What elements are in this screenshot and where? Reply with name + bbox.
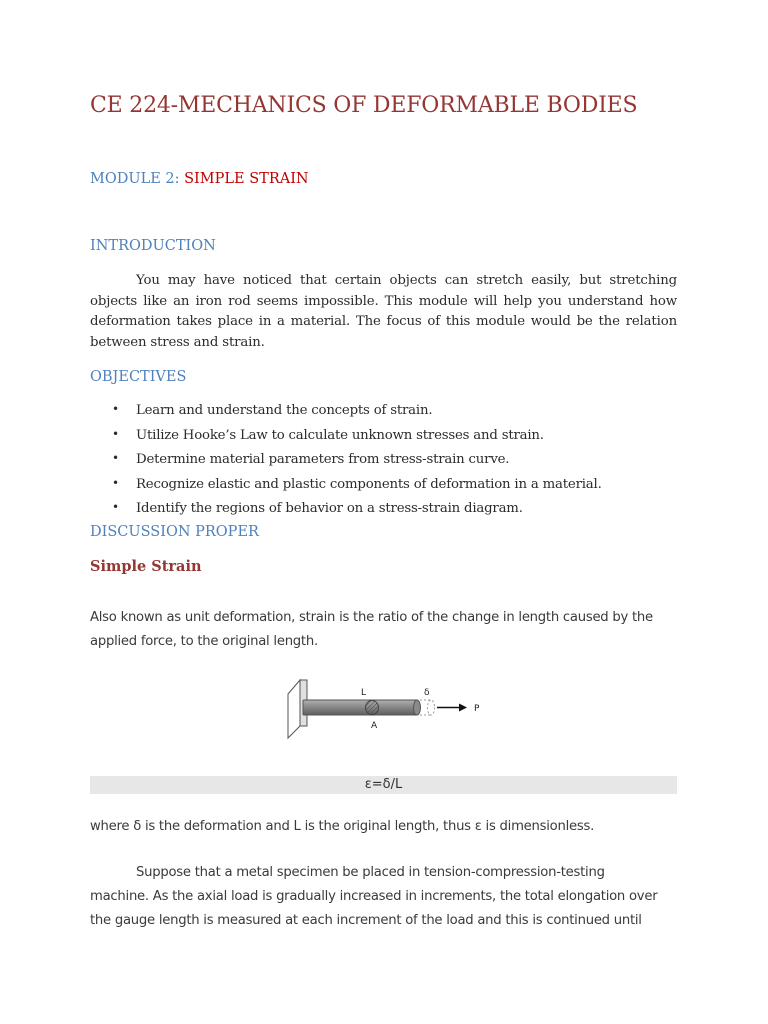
label-delta: δ [424,688,430,698]
objective-item [112,450,602,475]
elongation-delta [420,700,435,715]
paragraph-line: Suppose that a metal specimen be placed in tension-compression-testing [136,865,605,880]
introduction-heading: INTRODUCTION [90,238,216,254]
load-arrow [437,704,467,712]
rod-end [414,700,421,715]
label-area: A [371,721,378,731]
simple-strain-subheading: Simple Strain [90,558,202,575]
cross-section-area [366,701,379,715]
bullet-icon: • [112,451,119,466]
discussion-heading: DISCUSSION PROPER [90,524,259,540]
equation-explanation: where δ is the deformation and L is the original length, thus ε is dimensionless. [90,819,595,834]
label-length: L [361,688,367,698]
bullet-icon: • [112,426,119,441]
objectives-heading: OBJECTIVES [90,369,187,385]
paragraph-line: machine. As the axial load is gradually increased in increments, the total elongation over [90,889,658,904]
definition-line: applied force, to the original length. [90,634,318,649]
objective-item [112,499,602,524]
objective-text: Determine material parameters from stress-strain curve. [136,452,510,468]
strain-definition [90,606,690,654]
module-name: SIMPLE STRAIN [184,171,309,187]
objective-text: Learn and understand the concepts of strain. [136,403,433,418]
tension-test-paragraph [90,861,690,933]
strain-equation: ε=δ/L [90,776,677,794]
objective-text: Identify the regions of behavior on a stress-strain diagram. [136,501,523,517]
definition-line: Also known as unit deformation, strain is the ratio of the change in length caused by the [90,610,653,625]
rod [303,700,417,715]
objective-item [112,426,602,451]
objective-item [112,401,602,426]
module-heading [90,171,309,187]
introduction-paragraph: You may have noticed that certain objects can stretch easily, but stretching objects like an iron rod seems impossible. This module will help you understand how deformation takes place in a material. The focus of this module would be the relation between stress and strain. [90,273,677,350]
objective-text: Utilize Hooke’s Law to calculate unknown stresses and strain. [136,427,544,443]
paragraph-line: the gauge length is measured at each increment of the load and this is continued until [90,913,642,928]
objective-text: Recognize elastic and plastic components of deformation in a material. [136,476,602,492]
strain-diagram [283,678,493,742]
objective-item [112,475,602,500]
bullet-icon: • [112,475,119,490]
bullet-icon: • [112,402,119,416]
label-load: P [474,704,480,714]
objectives-list [112,401,602,524]
document-title: CE 224-MECHANICS OF DEFORMABLE BODIES [90,93,638,118]
bullet-icon: • [112,500,119,515]
module-prefix: MODULE 2: [90,171,180,187]
